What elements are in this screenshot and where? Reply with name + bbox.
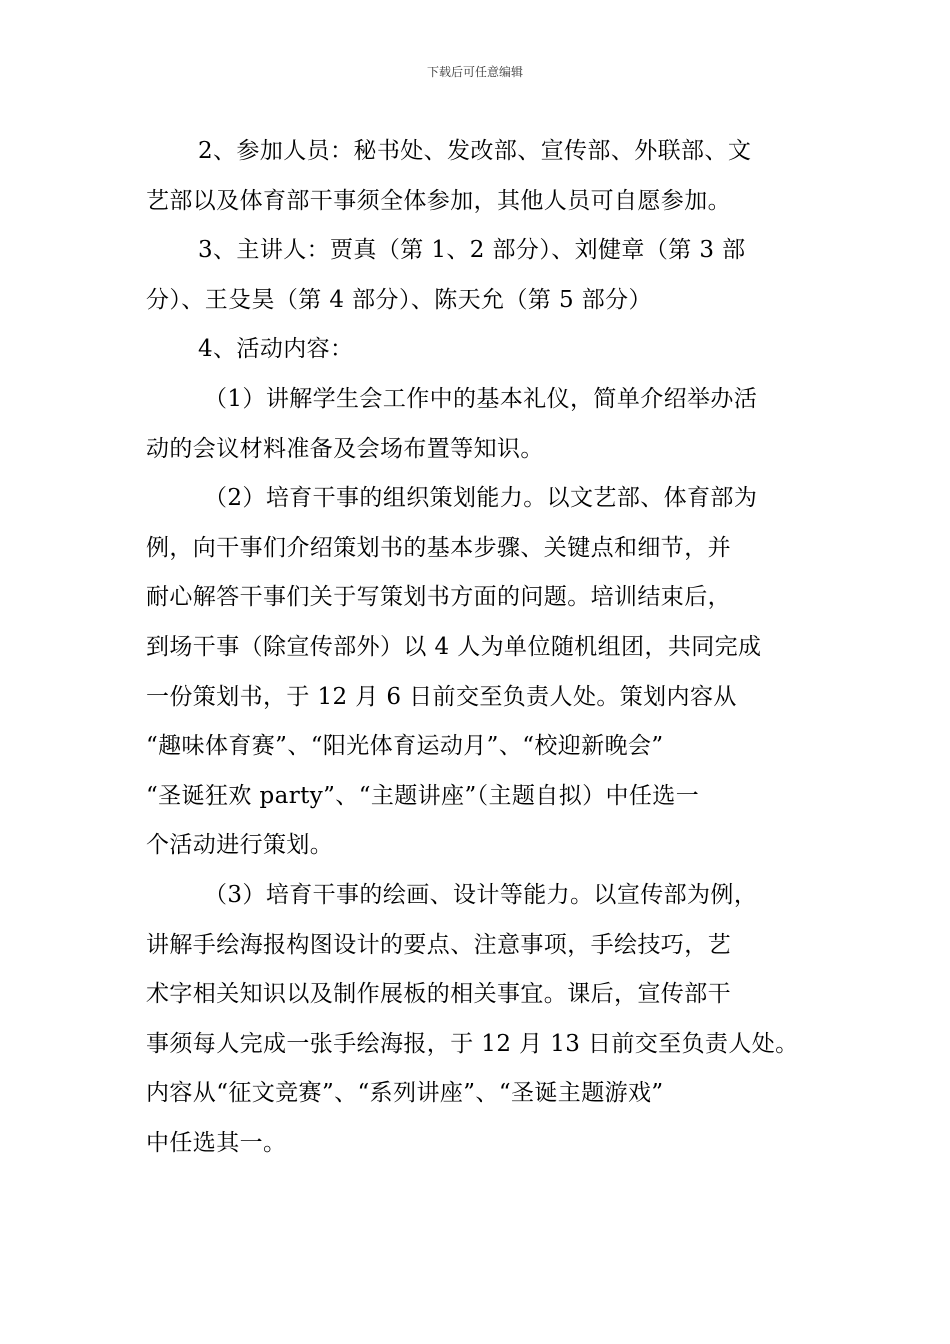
text-line: 分）、王殳昊（第 4 部分）、陈天允（第 5 部分） [146,286,652,313]
text-line: 艺部以及体育部干事须全体参加，其他人员可自愿参加。 [146,187,731,214]
text-line: 4、活动内容： [198,336,354,363]
text-line: 3、主讲人：贾真（第 1、2 部分）、刘健章（第 3 部 [198,237,746,264]
text-line: 术字相关知识以及制作展板的相关事宜。课后，宣传部干 [146,981,731,1008]
text-line: 耐心解答干事们关于写策划书方面的问题。培训结束后， [146,584,731,611]
text-line: 2、参加人员：秘书处、发改部、宣传部、外联部、文 [198,138,752,164]
text-line: 一份策划书，于 12 月 6 日前交至负责人处。策划内容从 [146,683,737,710]
text-line: （3）培育干事的绘画、设计等能力。以宣传部为例， [204,881,758,908]
page-header: 下载后可任意编辑 [426,65,523,79]
text-line: 个活动进行策划。 [146,832,334,859]
text-line: 事须每人完成一张手绘海报，于 12 月 13 日前交至负责人处。 [146,1030,799,1057]
text-line: 内容从“征文竞赛”、“系列讲座”、“圣诞主题游戏” [146,1080,664,1107]
text-line: 例，向干事们介绍策划书的基本步骤、关键点和细节，并 [146,534,731,561]
text-line: 讲解手绘海报构图设计的要点、注意事项，手绘技巧，艺 [146,931,731,958]
text-line: “趣味体育赛”、“阳光体育运动月”、“校迎新晚会” [146,733,664,760]
text-line: 动的会议材料准备及会场布置等知识。 [146,435,544,462]
text-line: （1）讲解学生会工作中的基本礼仪，简单介绍举办活 [204,385,758,412]
text-line: 到场干事（除宣传部外）以 4 人为单位随机组团，共同完成 [146,633,762,660]
text-line: （2）培育干事的组织策划能力。以文艺部、体育部为 [204,485,758,512]
text-line: “圣诞狂欢 party”、“主题讲座”（主题自拟）中任选一 [146,782,700,809]
text-line: 中任选其一。 [146,1129,287,1156]
document-body [146,127,816,1168]
